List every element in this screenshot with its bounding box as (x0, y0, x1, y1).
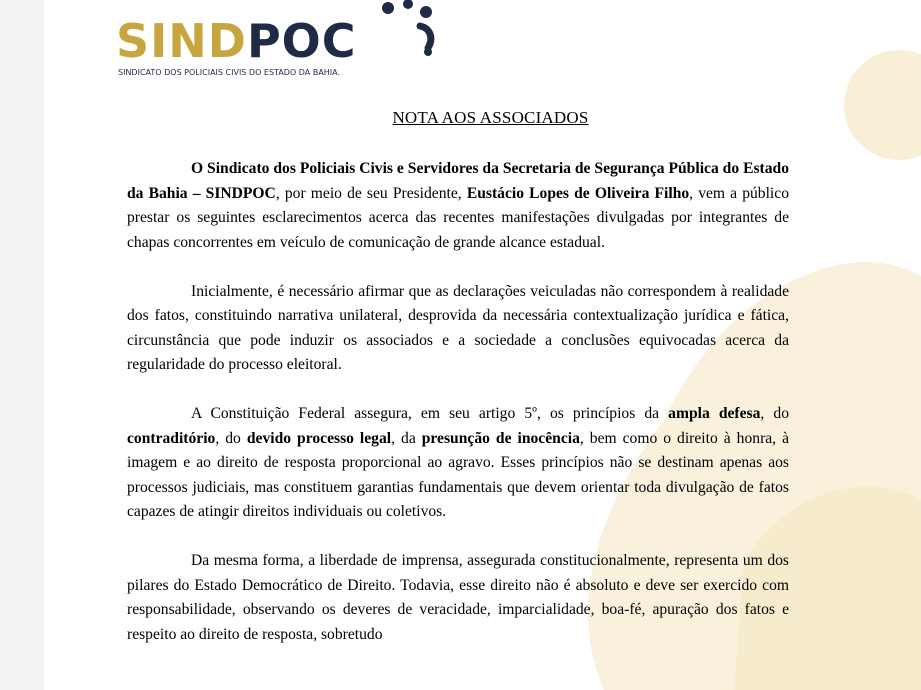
p1-bold-president: Eustácio Lopes de Oliveira Filho (466, 184, 690, 202)
sindpoc-logo (116, 0, 436, 84)
p3-text: , do (215, 429, 247, 447)
page-gutter (0, 0, 44, 690)
logo-wordmark (116, 14, 357, 68)
p3-bold-ampla-defesa: ampla defesa (668, 405, 761, 422)
p3-bold-contraditorio: contraditório (127, 429, 216, 447)
p3-text: , do (760, 405, 789, 422)
paragraph-3 (127, 402, 789, 525)
document-page (44, 0, 921, 690)
logo-figures-icon (378, 0, 438, 56)
p3-bold-devido-processo: devido processo legal (246, 429, 392, 447)
p3-text-end: , bem como o direito à honra, à imagem e ao direito de resposta proporcional ao agravo. Esses princípios não se destinam apenas aos processos judiciais, mas constituem garantias fundamentais que devem orientar toda divulgação de fatos capazes de atingir direitos individuais ou coletivos. (127, 429, 790, 520)
logo-poc-text: POC (246, 14, 357, 68)
document-title: NOTA AOS ASSOCIADOS (392, 108, 589, 127)
paragraph-4: Da mesma forma, a liberdade de imprensa, assegurada constitucionalmente, representa um dos pilares do Estado Democrático de Direito. Todavia, esse direito não é absoluto e deve ser exercido com responsabilidade, observando os deveres de veracidade, imparcialidade, boa-fé, apuração dos fatos e respeito ao direito de resposta, sobretudo (127, 552, 789, 643)
p1-bold-sindicato: O Sindicato dos Policiais Civis e Servidores da Secretaria de Segurança Pública do Estado da Bahia – SINDPOC (127, 160, 789, 202)
paragraph-2: Inicialmente, é necessário afirmar que as declarações veiculadas não correspondem à realidade dos fatos, constituindo narrativa unilateral, desprovida da necessária contextualização jurídica e fática, circunstância que pode induzir os associados e a sociedade a conclusões equivocadas acerca da regularidade do processo eleitoral. (127, 282, 789, 373)
logo-sind-text: SIND (116, 14, 247, 68)
logo-tagline: SINDICATO DOS POLICIAIS CIVIS DO ESTADO DA BAHIA. (118, 68, 341, 77)
p3-bold-presuncao: presunção de inocência (421, 429, 580, 447)
p3-text: , da (391, 429, 422, 447)
p1-text-end: , vem a público prestar os seguintes esclarecimentos acerca das recentes manifestações divulgadas por integrantes de chapas concorrentes em veículo de comunicação de grande alcance estadual. (127, 184, 789, 251)
p3-text: A Constituição Federal assegura, em seu artigo 5º, os princípios da (191, 405, 669, 422)
p1-text: , por meio de seu Presidente, (275, 184, 467, 202)
document-body (127, 157, 789, 672)
paragraph-1 (127, 157, 789, 255)
